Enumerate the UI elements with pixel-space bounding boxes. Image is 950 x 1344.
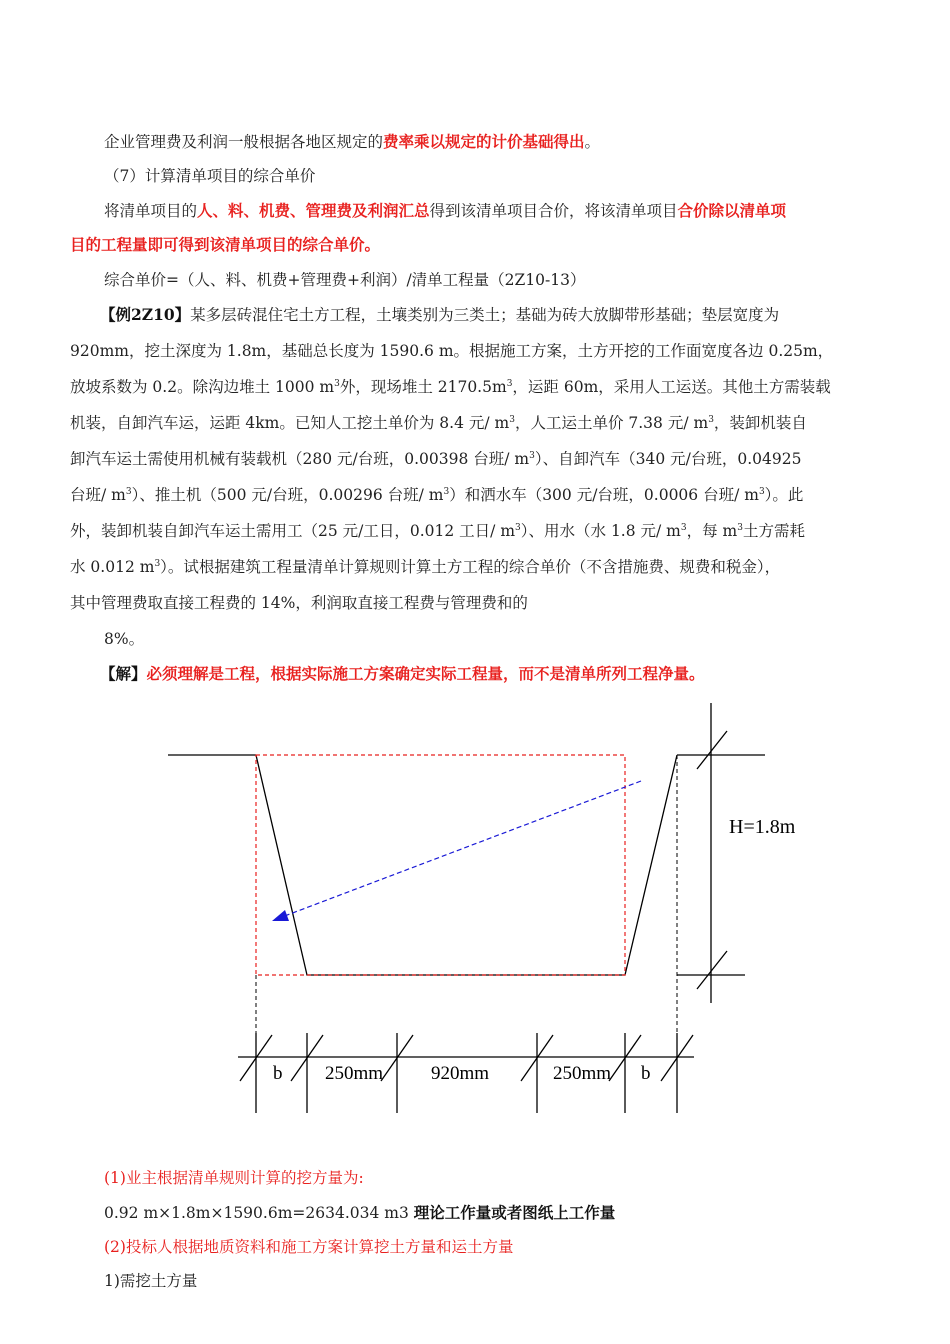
sup: 3 [509,414,515,425]
text: ）。试根据建筑工程量清单计算规则计算土方工程的综合单价（不含措施费、规费和税金）， [160,558,781,576]
text: ）。此 [764,486,804,504]
text: 机装，自卸汽车运，运距 4km。已知人工挖土单价为 8.4 元/ m [70,414,510,432]
sup: 3 [125,486,132,497]
example-line-2: 920mm，挖土深度为 1.8m，基础总长度为 1590.6 m。根据施工方案，土方开挖的工作面宽度各边 0.25m， [70,342,834,360]
text: ，装卸机装自 [713,414,807,432]
highlight-text: 人、料、机费、管理费及利润汇总 [197,201,430,220]
solution-line [100,664,885,684]
text: 卸汽车运土需使用机械有装载机（280 元/台班，0.00398 台班/ m [70,450,530,468]
example-line-7 [70,521,885,541]
paragraph-unit-price-2: 目的工程量即可得到该清单项目的综合单价。 [70,235,381,254]
solution-tag: 【解】 [100,664,147,683]
sup: 3 [515,522,521,533]
sup: 3 [737,522,743,533]
sup: 3 [708,414,714,425]
paragraph-fees [104,132,884,152]
text: 外，装卸机装自卸汽车运土需用工（25 元/工日，0.012 工日/ m [70,522,516,540]
sup: 3 [334,378,340,389]
red-dashed-rect [256,755,625,975]
step-2-sub: 1)需挖土方量 [104,1272,198,1290]
sup: 3 [680,522,687,533]
example-line-5 [70,449,885,469]
blue-dashed-arrow [282,781,641,917]
text: ）、推土机（500 元/台班，0.00296 台班/ m [131,486,444,504]
sup: 3 [443,486,450,497]
example-line-9: 其中管理费取直接工程费的 14%，利润取直接工程费与管理费和的 [70,594,528,612]
text: 土方需耗 [742,522,805,540]
example-tag: 【例2Z10】 [100,305,191,324]
text: ）、用水（水 1.8 元/ m [520,522,681,540]
trench-profile [256,755,677,975]
text: ）和洒水车（300 元/台班，0.0006 台班/ m [449,486,759,504]
trench-diagram [0,695,950,1145]
text: ）、自卸汽车（340 元/台班，0.04925 [534,450,802,468]
dim-label-b-right: b [641,1063,651,1084]
step-2-heading: (2)投标人根据地质资料和施工方案计算挖土方量和运土方量 [104,1238,514,1256]
example-line-10: 8%。 [104,630,145,648]
example-line-3 [70,377,885,397]
sup: 3 [529,450,535,461]
highlight-text: 合价除以清单项 [677,201,787,220]
example-line-6 [70,485,885,505]
dim-label-b-left: b [273,1063,283,1084]
text: ，运距 60m，采用人工运送。其他土方需装载 [512,378,831,396]
text: 台班/ m [70,486,126,504]
text: 将清单项目的 [104,202,198,220]
height-tick-top [697,731,727,769]
sup: 3 [506,378,513,389]
text: 外，现场堆土 2170.5m [339,378,507,396]
arrow-head-icon [272,910,289,921]
dim-label-920: 920mm [431,1063,490,1084]
sup: 3 [154,558,161,569]
dim-label-250-left: 250mm [325,1063,384,1084]
height-label: H=1.8m [729,816,796,838]
text: 企业管理费及利润一般根据各地区规定的 [104,133,384,151]
formula-line: 综合单价=（人、料、机费+管理费+利润）/清单工程量（2Z10-13） [104,271,586,289]
example-line-1 [100,305,885,325]
text: ，人工运土单价 7.38 元/ m [514,414,709,432]
text: 放坡系数为 0.2。除沟边堆土 1000 m [70,378,335,396]
step-1-heading: (1)业主根据清单规则计算的挖方量为: [104,1169,364,1187]
text: 得到该清单项目合价，将该清单项目 [429,202,678,220]
highlight-text: 费率乘以规定的计价基础得出 [383,132,585,151]
formula-text: 0.92 m×1.8m×1590.6m=2634.034 m3 [104,1204,414,1222]
step-1-formula [104,1203,919,1223]
text: 水 0.012 m [70,558,155,576]
text: 某多层砖混住宅土方工程，土壤类别为三类土；基础为砖大放脚带形基础；垫层宽度为 [190,306,780,324]
section-heading-7: （7）计算清单项目的综合单价 [104,167,316,185]
paragraph-unit-price-1 [104,201,884,221]
formula-note: 理论工作量或者图纸上工作量 [413,1203,616,1222]
example-line-4 [70,413,885,433]
text: 。 [584,133,601,151]
dim-label-250-right: 250mm [553,1063,612,1084]
text: ，每 m [686,522,738,540]
height-tick-bottom [697,951,727,989]
sup: 3 [758,486,765,497]
solution-text: 必须理解是工程，根据实际施工方案确定实际工程量，而不是清单所列工程净量。 [146,664,705,683]
example-line-8 [70,557,885,577]
